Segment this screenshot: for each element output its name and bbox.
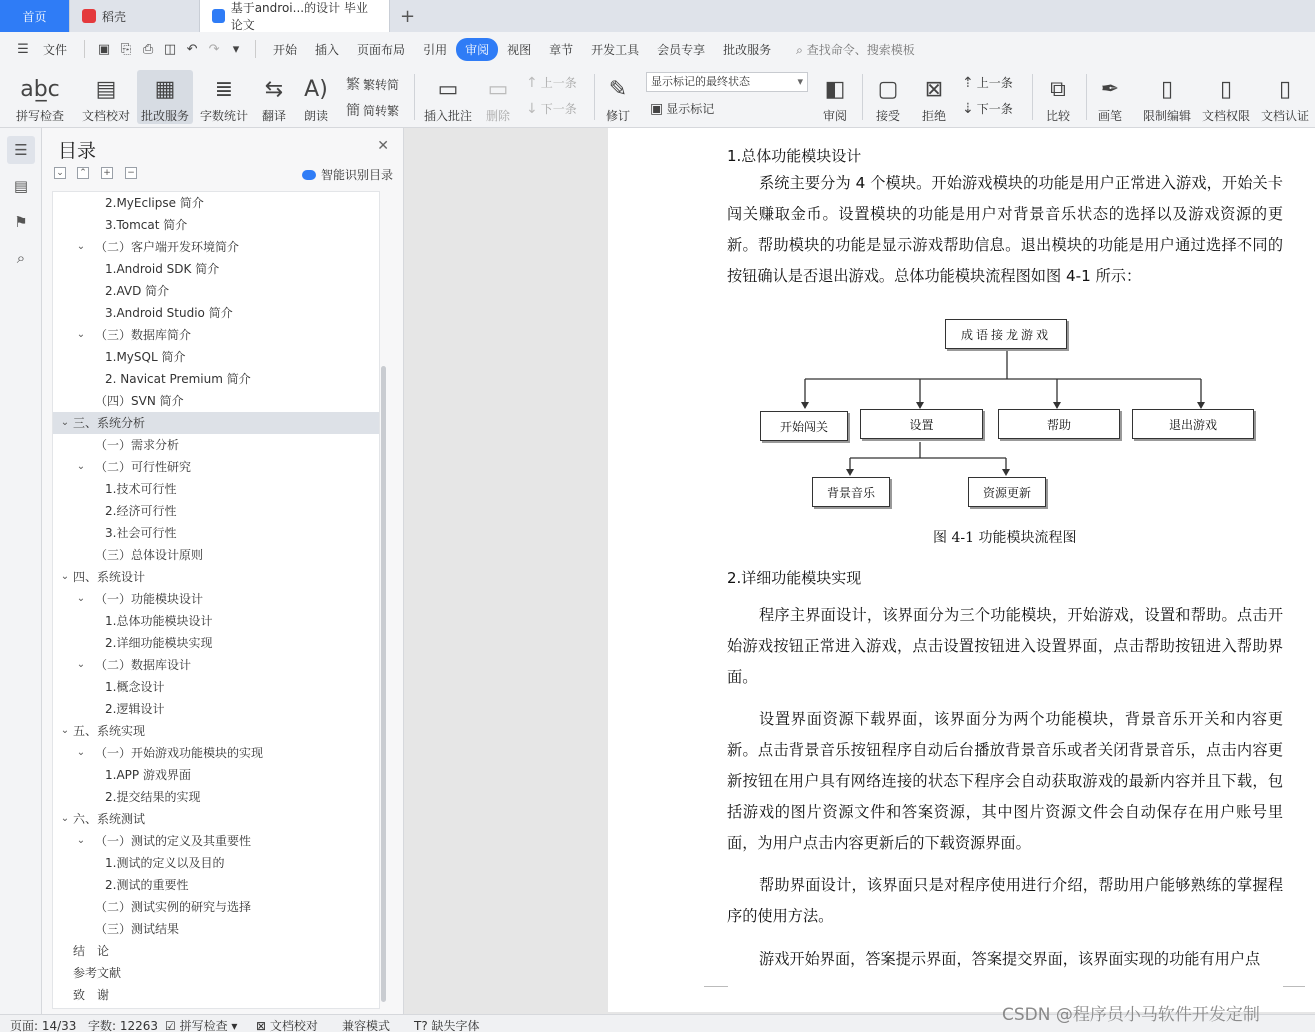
toc-item-label: 2.逻辑设计 — [105, 702, 165, 716]
prev-comment-label: 上一条 — [540, 76, 577, 90]
toc-item[interactable] — [53, 918, 379, 940]
menu-file[interactable]: 文件 — [43, 42, 68, 57]
simp-to-trad-icon: 簡 — [346, 103, 360, 119]
toc-item-label: 3.Android Studio 简介 — [105, 306, 233, 320]
simp-to-trad-label: 简转繁 — [363, 103, 400, 118]
toc-scrollbar[interactable] — [381, 366, 386, 1002]
flow-node-settings: 设置 — [860, 409, 983, 439]
spell-check-label: 拼写检查 — [15, 109, 64, 123]
compare-button[interactable] — [1038, 70, 1078, 124]
ink-label: 画笔 — [1097, 109, 1122, 123]
toc-item-label: 四、系统设计 — [73, 570, 146, 584]
tab-document-label: 基于androi...的设计 毕业论文 — [230, 1, 368, 32]
toc-item[interactable] — [53, 874, 379, 896]
toc-item[interactable] — [53, 610, 379, 632]
accept-icon: ▢ — [877, 77, 899, 102]
heading-detail-impl: 2.详细功能模块实现 — [727, 569, 862, 587]
status-proof-label: 文档校对 — [269, 1019, 318, 1032]
show-markup-button[interactable] — [650, 100, 714, 117]
chevron-down-icon[interactable]: ⌄ — [60, 571, 70, 582]
delete-comment-button[interactable] — [480, 70, 516, 124]
delete-comment-icon: ▭ — [487, 77, 509, 102]
toc-item-label: （一）需求分析 — [95, 438, 180, 452]
save-icon[interactable]: ▣ — [97, 41, 111, 57]
prev-comment-icon: ↑ — [526, 74, 538, 91]
menu-item[interactable]: 开始 — [273, 42, 298, 57]
flow-node-exit: 退出游戏 — [1132, 409, 1254, 439]
reject-icon: ⊠ — [924, 77, 944, 102]
toc-item-label: （三）总体设计原则 — [95, 548, 204, 562]
toc-item[interactable] — [53, 588, 379, 610]
toc-item[interactable] — [53, 632, 379, 654]
toc-item[interactable] — [53, 896, 379, 918]
doc-proof-icon: ▤ — [95, 77, 117, 102]
toc-item-label: 结 论 — [73, 944, 110, 958]
revise-label: 修订 — [605, 109, 630, 123]
next-comment-icon: ↓ — [526, 100, 538, 117]
cloud-icon — [302, 170, 316, 180]
tab-home-label: 首页 — [22, 9, 47, 24]
smart-toc-label: 智能识别目录 — [320, 168, 393, 182]
pen-icon: ✒ — [1100, 77, 1120, 102]
toc-item[interactable] — [53, 456, 379, 478]
compat-mode: 兼容模式 — [342, 1019, 391, 1032]
toc-item[interactable] — [53, 720, 379, 742]
correct-service-button[interactable] — [137, 70, 193, 124]
markup-state-value: 显示标记的最终状态 — [651, 75, 750, 88]
correct-service-icon: ▦ — [154, 77, 176, 102]
next-comment-label: 下一条 — [540, 102, 577, 116]
chapter-icon[interactable]: ▤ — [13, 177, 29, 195]
page-indicator[interactable]: 页面: 14/33 — [10, 1019, 77, 1032]
preview-icon[interactable]: ◫ — [163, 41, 177, 57]
chevron-down-icon[interactable]: ⌄ — [60, 417, 70, 428]
chevron-down-icon[interactable]: ⌄ — [60, 813, 70, 824]
toc-item-label: 2.MyEclipse 简介 — [105, 196, 204, 210]
daoke-icon — [82, 9, 96, 23]
collapse-all-icon[interactable]: ⌄ — [54, 167, 66, 179]
toc-item[interactable] — [53, 852, 379, 874]
minus-icon[interactable]: − — [125, 167, 137, 179]
page-corner-mark — [1283, 986, 1305, 1008]
translate-button[interactable] — [254, 70, 294, 124]
toc-item[interactable] — [53, 786, 379, 808]
toc-item-label: 1.MySQL 简介 — [105, 350, 186, 364]
doc-proof-button[interactable] — [78, 70, 134, 124]
toc-item-label: 2. Navicat Premium 简介 — [105, 372, 251, 386]
toc-item-label: （一）开始游戏功能模块的实现 — [95, 746, 264, 760]
undo-icon[interactable]: ↶ — [186, 41, 198, 57]
toc-item[interactable] — [53, 566, 379, 588]
toc-item-label: （二）测试实例的研究与选择 — [95, 900, 252, 914]
paragraph: 设置界面资源下载界面，该界面分为两个功能模块，背景音乐开关和内容更新。点击背景音乐按钮程序自动后台播放背景音乐或者关闭背景音乐，点击内容更新按钮在用户具有网络连接的状态下程序会自动获取游戏的最新内容并且下载，包括游戏的图片资源文件和答案资源，其中图片资源文件会自动保存在用户账号里面，为用户点击内容更新后的下载资源界面。 — [727, 710, 1283, 852]
tab-daoke[interactable] — [70, 0, 200, 32]
show-markup-label: 显示标记 — [666, 102, 715, 116]
toc-item-label: （二）客户端开发环境简介 — [95, 240, 240, 254]
toc-list — [52, 191, 380, 1009]
toc-item[interactable] — [53, 984, 379, 1006]
missing-font[interactable] — [414, 1017, 480, 1032]
toc-item[interactable] — [53, 654, 379, 676]
toc-icon[interactable]: ☰ — [7, 136, 35, 164]
spell-check-icon: ab̲c — [20, 77, 60, 102]
tab-bar — [0, 0, 1315, 32]
toc-item-label: （二）可行性研究 — [95, 460, 192, 474]
toc-item[interactable] — [53, 192, 379, 214]
toc-item-label: 2.AVD 简介 — [105, 284, 170, 298]
toc-item[interactable] — [53, 280, 379, 302]
menu-item[interactable]: 审阅 — [456, 38, 498, 61]
next-change-icon: ⇣ — [962, 100, 974, 117]
divider — [1032, 74, 1033, 120]
toc-item-label: 3.社会可行性 — [105, 526, 177, 540]
chevron-down-icon[interactable]: ⌄ — [76, 659, 86, 670]
certificate-icon: ▯ — [1278, 77, 1292, 102]
paragraph: 系统主要分为 4 个模块。开始游戏模块的功能是用户正常进入游戏，开始关卡闯关赚取金币。设置模块的功能是用户对背景音乐状态的选择以及游戏资源的更新。帮助模块的功能是显示游戏帮助信息。退出模块的功能是用户通过选择不同的按钮确认是否退出游戏。总体功能模块流程图如图 4-1 所示： — [727, 174, 1283, 285]
divider — [255, 40, 256, 58]
delete-comment-label: 删除 — [485, 109, 510, 123]
chevron-down-icon[interactable]: ⌄ — [76, 329, 86, 340]
menu-item[interactable]: 引用 — [423, 42, 448, 57]
toc-item[interactable] — [53, 258, 379, 280]
prev-change-icon: ⇡ — [962, 74, 974, 91]
proof-icon: ⊠ — [256, 1019, 270, 1032]
checkbox-icon: ☑ — [165, 1019, 180, 1032]
flow-node-start: 开始闯关 — [760, 411, 848, 441]
chevron-down-icon[interactable]: ⌄ — [76, 747, 86, 758]
font-warning-icon: T? — [414, 1019, 432, 1032]
toc-item-label: （三）测试结果 — [95, 922, 180, 936]
trad-to-simp-label: 繁转简 — [363, 77, 400, 92]
toc-item-label: （一）功能模块设计 — [95, 592, 204, 606]
chevron-down-icon: ▾ — [227, 1019, 238, 1032]
reject-label: 拒绝 — [921, 109, 946, 123]
toc-item-label: 2.详细功能模块实现 — [105, 636, 213, 650]
toc-item[interactable] — [53, 302, 379, 324]
menu-item[interactable]: 会员专享 — [657, 42, 706, 57]
divider — [84, 40, 85, 58]
status-spell-check[interactable] — [165, 1017, 237, 1032]
insert-comment-label: 插入批注 — [423, 109, 472, 123]
export-icon[interactable]: ⎘ — [120, 41, 132, 57]
ribbon — [0, 66, 1315, 128]
flow-node-bgm: 背景音乐 — [812, 477, 890, 507]
divider — [594, 74, 595, 120]
toc-item[interactable] — [53, 214, 379, 236]
toc-item-label: 参考文献 — [73, 966, 122, 980]
flow-node-root: 成语接龙游戏 — [945, 319, 1067, 349]
flow-node-update: 资源更新 — [968, 477, 1046, 507]
doc-cert-label: 文档认证 — [1260, 109, 1309, 123]
plus-icon[interactable]: + — [101, 167, 113, 179]
toc-item[interactable] — [53, 412, 379, 434]
doc-permission-label: 文档权限 — [1201, 109, 1250, 123]
divider — [1086, 74, 1087, 120]
menu-item[interactable]: 开发工具 — [591, 42, 640, 57]
prev-change-label: 上一条 — [976, 76, 1013, 90]
insert-comment-button[interactable] — [420, 70, 476, 124]
heading-overall-design: 1.总体功能模块设计 — [727, 147, 862, 165]
figure-caption: 图 4-1 功能模块流程图 — [933, 530, 1077, 546]
trad-to-simp-button[interactable] — [346, 74, 399, 94]
toc-item[interactable] — [53, 390, 379, 412]
next-comment-button[interactable] — [526, 100, 577, 117]
redo-icon[interactable]: ↷ — [208, 41, 220, 57]
toc-item[interactable] — [53, 830, 379, 852]
search-icon: ⌕ — [796, 42, 807, 57]
toc-item-label: 六、系统测试 — [73, 812, 146, 826]
toc-item[interactable] — [53, 676, 379, 698]
paragraph: 游戏开始界面，答案提示界面，答案提交界面，该界面实现的功能有用户点 — [759, 950, 1261, 968]
toc-item-label: 五、系统实现 — [73, 724, 146, 738]
toc-item-label: 1.总体功能模块设计 — [105, 614, 213, 628]
toc-item[interactable] — [53, 500, 379, 522]
read-aloud-button[interactable] — [298, 70, 334, 124]
search-icon[interactable]: ⌕ — [16, 249, 26, 267]
missing-font-label: 缺失字体 — [431, 1019, 480, 1032]
tab-daoke-label: 稻壳 — [102, 9, 127, 24]
trad-to-simp-icon: 繁 — [346, 77, 360, 93]
word-count[interactable]: 字数: 12263 — [88, 1019, 159, 1032]
compare-label: 比较 — [1045, 109, 1070, 123]
toc-item[interactable] — [53, 808, 379, 830]
toc-item[interactable] — [53, 698, 379, 720]
toc-item-label: 1.技术可行性 — [105, 482, 177, 496]
page-corner-mark — [704, 986, 728, 1008]
toc-item[interactable] — [53, 434, 379, 456]
toc-item[interactable] — [53, 324, 379, 346]
expand-all-icon[interactable]: ⌃ — [77, 167, 89, 179]
accept-label: 接受 — [875, 109, 900, 123]
toc-item-label: （三）数据库简介 — [95, 328, 192, 342]
close-icon[interactable]: ✕ — [377, 138, 389, 154]
toc-item[interactable] — [53, 236, 379, 258]
toc-item[interactable] — [53, 940, 379, 962]
toc-item-label: 2.经济可行性 — [105, 504, 177, 518]
menu-item[interactable]: 视图 — [507, 42, 532, 57]
paragraph: 帮助界面设计，该界面只是对程序使用进行介绍，帮助用户能够熟练的掌握程序的使用方法。 — [727, 876, 1283, 925]
menu-item[interactable]: 插入 — [315, 42, 340, 57]
divider — [862, 74, 863, 120]
toc-item[interactable] — [53, 522, 379, 544]
correct-service-label: 批改服务 — [140, 109, 189, 123]
revise-button[interactable] — [600, 70, 636, 124]
toc-item[interactable] — [53, 962, 379, 984]
next-change-label: 下一条 — [976, 102, 1013, 116]
status-doc-proof[interactable] — [256, 1017, 318, 1032]
menu-bar — [0, 32, 1315, 66]
markup-state-select[interactable] — [646, 72, 808, 92]
word-count-button[interactable] — [197, 70, 251, 124]
toc-item-label: 2.提交结果的实现 — [105, 790, 201, 804]
comment-icon: ▭ — [437, 77, 459, 102]
doc-permission-button[interactable] — [1199, 70, 1253, 124]
doc-proof-label: 文档校对 — [81, 109, 130, 123]
toc-item-label: （一）测试的定义及其重要性 — [95, 834, 252, 848]
menu-item[interactable]: 章节 — [549, 42, 574, 57]
command-search-label: 查找命令、搜索模板 — [806, 42, 915, 57]
menu-item[interactable]: 批改服务 — [723, 42, 772, 57]
prev-change-button[interactable] — [962, 74, 1013, 91]
review-pane-label: 审阅 — [822, 109, 847, 123]
translate-label: 翻译 — [261, 109, 286, 123]
toc-item-label: （二）数据库设计 — [95, 658, 192, 672]
toc-title: 目录 — [58, 140, 97, 162]
toc-item-label: 1.APP 游戏界面 — [105, 768, 191, 782]
prev-comment-button[interactable] — [526, 74, 577, 91]
toc-item[interactable] — [53, 544, 379, 566]
review-pane-icon: ◧ — [824, 77, 846, 102]
toc-item-label: 1.概念设计 — [105, 680, 165, 694]
flow-node-help: 帮助 — [998, 409, 1120, 439]
smart-toc-button[interactable] — [302, 166, 393, 183]
accept-button[interactable] — [868, 70, 908, 124]
spell-check-button[interactable] — [8, 70, 72, 124]
toc-item-label: 1.Android SDK 简介 — [105, 262, 220, 276]
translate-icon: ⇆ — [264, 77, 284, 102]
chevron-down-icon[interactable]: ⌄ — [76, 461, 86, 472]
menu-items — [264, 38, 780, 61]
command-search[interactable] — [796, 41, 915, 58]
toc-item-label: 1.测试的定义以及目的 — [105, 856, 225, 870]
chevron-down-icon[interactable]: ⌄ — [76, 241, 86, 252]
writer-icon — [212, 9, 225, 23]
ink-button[interactable] — [1092, 70, 1128, 124]
read-aloud-label: 朗读 — [303, 109, 328, 123]
toc-item[interactable] — [53, 742, 379, 764]
restrict-edit-button[interactable] — [1140, 70, 1194, 124]
word-count-label: 字数统计 — [199, 109, 248, 123]
word-count-icon: ≣ — [214, 77, 234, 102]
show-markup-icon: ▣ — [650, 100, 664, 117]
doc-cert-button[interactable] — [1258, 70, 1312, 124]
chevron-down-icon[interactable]: ⌄ — [76, 835, 86, 846]
simp-to-trad-button[interactable] — [346, 100, 399, 120]
lock-doc-icon: ▯ — [1160, 77, 1174, 102]
toc-panel — [42, 128, 404, 1014]
read-aloud-icon: A) — [304, 77, 328, 102]
tab-home[interactable] — [0, 0, 70, 32]
watermark: CSDN @程序员小马软件开发定制 — [1002, 1005, 1260, 1025]
next-change-button[interactable] — [962, 100, 1013, 117]
restrict-edit-label: 限制编辑 — [1142, 109, 1191, 123]
toc-item-label: 3.Tomcat 简介 — [105, 218, 188, 232]
permission-icon: ▯ — [1219, 77, 1233, 102]
new-tab-button[interactable]: + — [400, 5, 416, 27]
menu-item[interactable]: 页面布局 — [357, 42, 406, 57]
paragraph: 程序主界面设计，该界面分为三个功能模块，开始游戏，设置和帮助。点击开始游戏按钮正常进入游戏，点击设置按钮进入设置界面，点击帮助按钮进入帮助界面。 — [727, 606, 1283, 686]
chevron-down-icon[interactable]: ⌄ — [76, 593, 86, 604]
toc-item-label: 2.测试的重要性 — [105, 878, 189, 892]
divider — [414, 74, 415, 120]
print-icon[interactable]: ⎙ — [142, 41, 154, 57]
toc-item[interactable] — [53, 346, 379, 368]
toc-item-label: （四）SVN 简介 — [95, 394, 184, 408]
toc-item[interactable] — [53, 478, 379, 500]
customize-icon[interactable]: ▾ — [232, 41, 240, 57]
reject-button[interactable] — [914, 70, 954, 124]
bookmark-icon[interactable]: ⚑ — [14, 213, 28, 231]
revise-icon: ✎ — [608, 77, 628, 102]
tab-document[interactable] — [200, 0, 390, 32]
compare-icon: ⧉ — [1050, 77, 1066, 102]
hamburger-icon[interactable]: ☰ — [17, 41, 29, 57]
status-spell-label: 拼写检查 — [179, 1019, 228, 1032]
nav-icon-strip — [0, 128, 42, 1014]
toc-item[interactable] — [53, 368, 379, 390]
toc-item[interactable] — [53, 764, 379, 786]
chevron-down-icon[interactable]: ⌄ — [60, 725, 70, 736]
toc-item-label: 致 谢 — [73, 988, 110, 1002]
toc-item-label: 三、系统分析 — [73, 416, 146, 430]
review-pane-button[interactable] — [816, 70, 854, 124]
